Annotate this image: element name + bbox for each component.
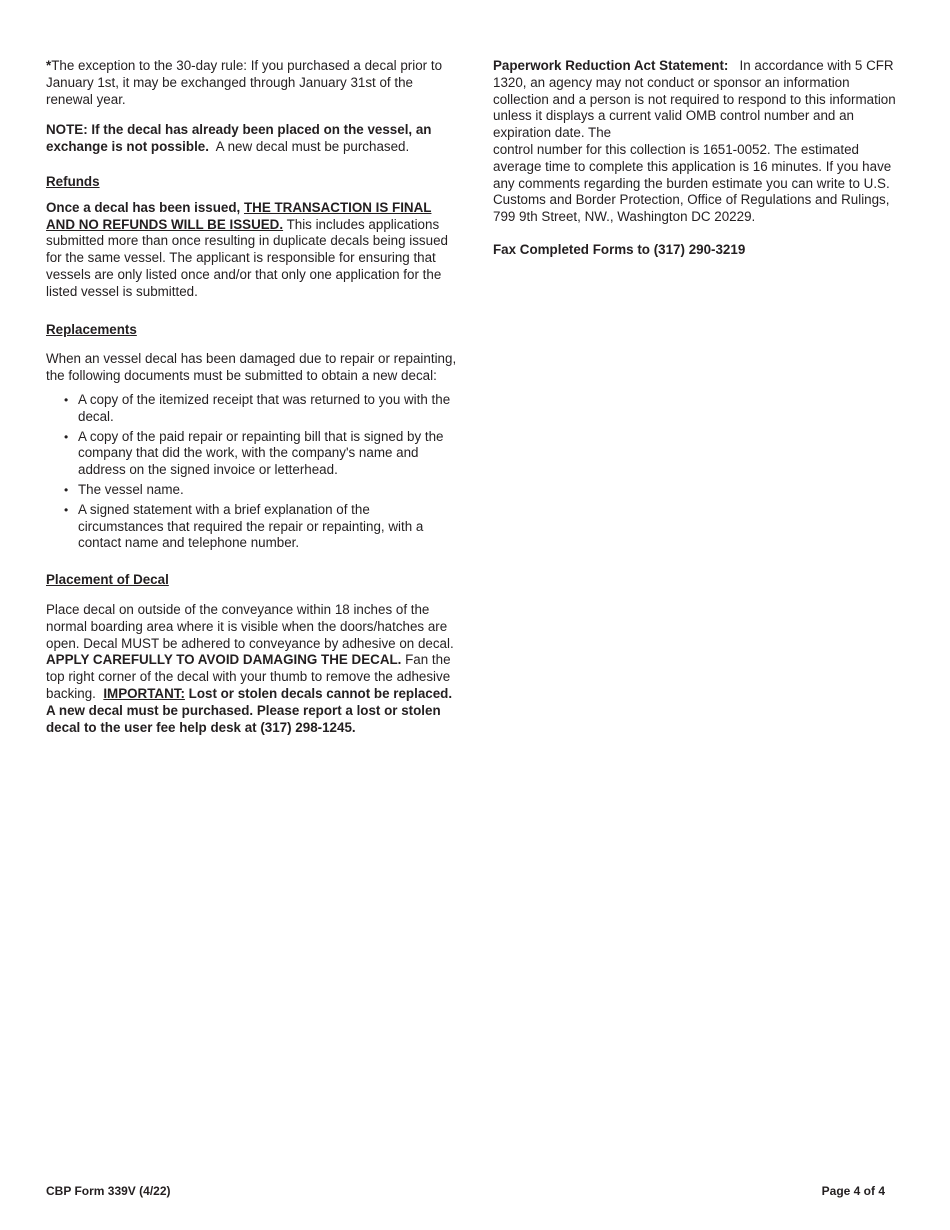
refunds-intro: Once a decal has been issued, xyxy=(46,199,241,215)
left-column xyxy=(46,58,458,736)
asterisk: * xyxy=(46,58,52,73)
lost-stolen-notice: Lost or stolen decals cannot be replaced. A new decal must be purchased. Please report a lost or stolen decal to the user fee help desk at (317) 298-1245. xyxy=(46,685,453,735)
paperwork-text-2: control number for this collection is 1651-0052. The estimated average time to complete this application is 16 minutes. If you have any comments regarding the burden estimate you can write to U.S. Customs and Border Protection, Office of Regulations and Rulings, 799 9th Street, NW., Washington DC 20229. xyxy=(493,141,892,225)
page-number: Page 4 of 4 xyxy=(821,1184,885,1198)
right-column xyxy=(493,58,905,259)
list-item xyxy=(46,482,458,499)
refunds-text: This includes applications submitted more than once resulting in duplicate decals being issued for the same vessel. The applicant is responsible for ensuring that vessels are only listed once and/or that only one application for the listed vessel is submitted. xyxy=(46,216,448,299)
note-bold: NOTE: If the decal has already been placed on the vessel, an exchange is not possible. xyxy=(46,122,432,155)
bullet-icon: • xyxy=(64,482,69,497)
replacements-heading: Replacements xyxy=(46,321,137,337)
paperwork-heading: Paperwork Reduction Act Statement: xyxy=(493,58,729,73)
note-paragraph xyxy=(46,122,458,156)
list-item-text: A signed statement with a brief explanation of the circumstances that required the repair or repainting, with a contact name and telephone number. xyxy=(78,501,424,551)
replacements-list xyxy=(46,392,458,552)
placement-heading: Placement of Decal xyxy=(46,572,169,588)
exception-paragraph xyxy=(46,58,458,108)
placement-paragraph xyxy=(46,602,458,736)
exception-text: The exception to the 30-day rule: If you purchased a decal prior to January 1st, it may be exchanged through January 31st of the renewal year. xyxy=(46,58,443,107)
list-item-text: The vessel name. xyxy=(78,481,184,497)
list-item xyxy=(46,502,458,552)
placement-apply-carefully: APPLY CAREFULLY TO AVOID DAMAGING THE DECAL. xyxy=(46,652,402,668)
paperwork-reduction-statement xyxy=(493,58,905,226)
placement-text-1: Place decal on outside of the conveyance within 18 inches of the normal boarding area where it is visible when the doors/hatches are open. Decal MUST be adhered to conveyance by adhesive on decal. xyxy=(46,601,454,651)
fax-instructions: Fax Completed Forms to (317) 290-3219 xyxy=(493,241,746,257)
important-label: IMPORTANT: xyxy=(103,685,185,701)
replacements-intro: When an vessel decal has been damaged due to repair or repainting, the following documents must be submitted to obtain a new decal: xyxy=(46,351,457,384)
note-text: A new decal must be purchased. xyxy=(215,139,410,155)
form-id: CBP Form 339V (4/22) xyxy=(46,1184,171,1198)
placement-text-2: Fan the top right corner of the decal with your thumb to remove the adhesive backing. xyxy=(46,652,451,701)
list-item-text: A copy of the paid repair or repainting bill that is signed by the company that did the work, with the company's name and address on the signed invoice or letterhead. xyxy=(78,428,444,478)
bullet-icon: • xyxy=(64,429,69,444)
list-item xyxy=(46,429,458,479)
refunds-paragraph xyxy=(46,200,458,301)
list-item-text: A copy of the itemized receipt that was returned to you with the decal. xyxy=(78,391,451,424)
paperwork-text-1: In accordance with 5 CFR 1320, an agency may not conduct or sponsor an information collection and a person is not required to respond to this information unless it displays a current valid OMB control number and an expiration date. The xyxy=(493,58,896,141)
refunds-final-notice: THE TRANSACTION IS FINAL AND NO REFUNDS WILL BE ISSUED. xyxy=(46,199,432,232)
bullet-icon: • xyxy=(64,392,69,407)
list-item xyxy=(46,392,458,426)
bullet-icon: • xyxy=(64,502,69,517)
refunds-heading: Refunds xyxy=(46,173,100,189)
